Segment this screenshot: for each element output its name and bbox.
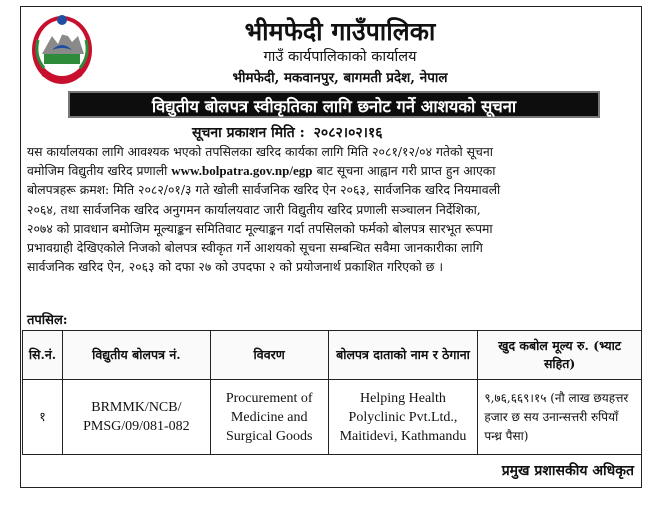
col-header-description: विवरण: [210, 331, 328, 380]
office-subtitle: गाउँ कार्यपालिकाको कार्यालय: [263, 49, 417, 65]
table-header-row: [23, 331, 642, 380]
date-label: सूचना प्रकाशन मिति :: [192, 125, 305, 141]
col-header-sn: सि.नं.: [23, 331, 63, 380]
col-header-bidder: बोलपत्र दाताको नाम र ठेगाना: [328, 331, 478, 380]
body-line: यस कार्यालयका लागि आवश्यक भएको तपसिलका खरिद कार्यका लागि मिति २०८१/१२/०४ गतेको सूचना: [27, 144, 493, 159]
body-line: बोलपत्रहरू क्रमश: मिति २०८२/०१/३ गते खोली सार्वजनिक खरिद ऐन २०६३, सार्वजनिक खरिद नियमावली: [27, 182, 501, 198]
bidder-name: Helping Health Polyclinic Pvt.Ltd.,: [348, 390, 458, 425]
body-line: [27, 161, 637, 180]
schedule-label: तपसिल:: [27, 313, 68, 328]
body-line: २०६४, तथा सार्वजनिक खरिद अनुगमन कार्यालयवाट जारी विद्युतीय खरिद प्रणाली सञ्चालन निर्देशिका,: [27, 201, 481, 217]
cell-amount: ९,७६,६६९।१५ (नौ लाख छयहत्तर हजार छ सय उनान्सत्तरी रुपियाँ पन्ध्र पैसा): [478, 380, 642, 455]
body-line: प्रभावग्राही देखिएकोले निजको बोलपत्र स्वीकृत गर्ने आशयको सूचना सम्बन्धित सवैमा जानकारीका लागि: [27, 240, 483, 256]
bid-table: [22, 330, 642, 455]
body-line: २०७४ को प्रावधान बमोजिम मूल्याङ्कन समितिवाट मूल्याङ्कन गर्दा तपसिलको फर्मको बोलपत्र सारभूत रूपमा: [27, 220, 493, 236]
notice-title: विद्युतीय बोलपत्र स्वीकृतिका लागि छनोट गर्ने आशयको सूचना: [68, 91, 600, 118]
office-name: भीमफेदी गाउँपालिका: [244, 17, 436, 46]
nepal-emblem-icon: [30, 10, 94, 86]
table-row: [23, 380, 642, 455]
notice-body: [27, 142, 637, 276]
body-line-part: वमोजिम विद्युतीय खरिद प्रणाली: [27, 163, 168, 179]
col-header-bid-no: विद्युतीय बोलपत्र नं.: [62, 331, 210, 380]
col-header-amount: खुद कबोल मूल्य रु. (भ्याट सहित): [478, 331, 642, 380]
cell-bid-no: BRMMK/NCB/ PMSG/09/081-082: [62, 380, 210, 455]
cell-sn: १: [23, 380, 63, 455]
signatory: प्रमुख प्रशासकीय अधिकृत: [501, 463, 634, 479]
bidder-address: Maitidevi, Kathmandu: [339, 428, 467, 444]
cell-description: Procurement of Medicine and Surgical Goods: [210, 380, 328, 455]
office-address: भीमफेदी, मकवानपुर, बागमती प्रदेश, नेपाल: [232, 70, 448, 86]
website-link[interactable]: www.bolpatra.gov.np/egp: [171, 163, 313, 179]
cell-bidder: [328, 380, 478, 455]
body-line-part: बाट सूचना आह्वान गरी प्राप्त हुन आएका: [316, 163, 496, 179]
date-value: २०८२।०२।१६: [313, 125, 383, 141]
body-line: सार्वजनिक खरिद ऐन, २०६३ को दफा २७ को उपदफा २ को प्रयोजनार्थ प्रकाशित गरिएको छ ।: [27, 259, 444, 275]
publication-date: [188, 123, 383, 142]
